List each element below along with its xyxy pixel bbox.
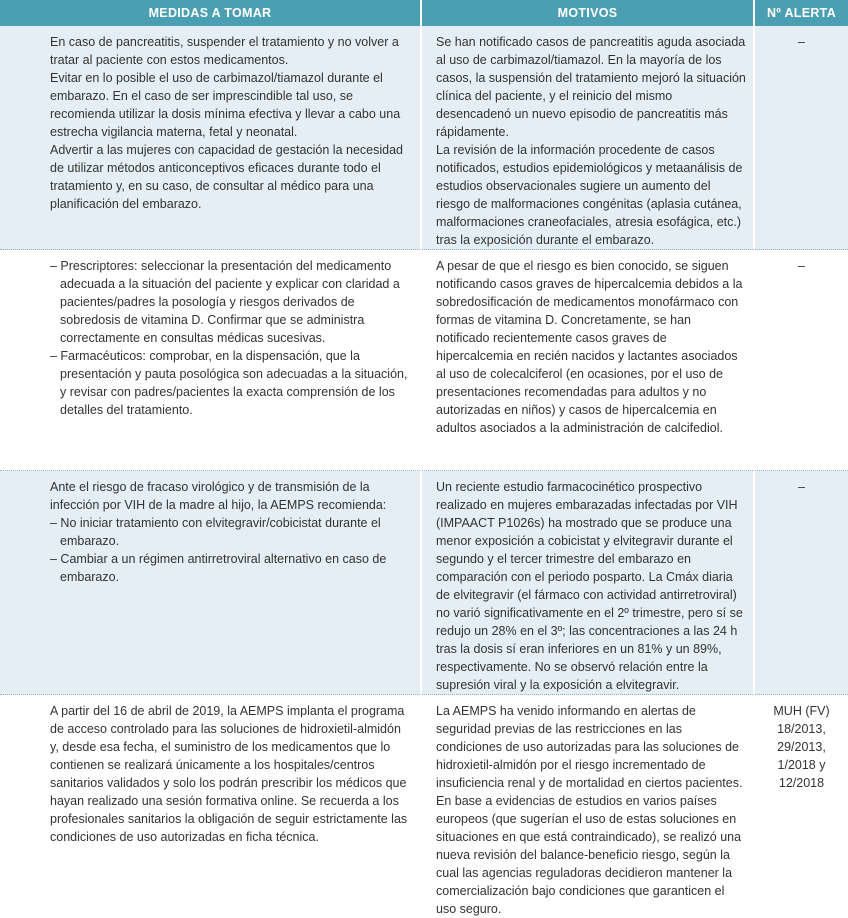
measures-text: Advertir a las mujeres con capacidad de gestación la necesidad de utilizar métodos anticonceptivos eficaces durante todo el tratamiento y, en su caso, de consultar al médico para una planificación del embarazo. — [50, 141, 410, 213]
motives-cell — [421, 471, 754, 695]
header-motives: MOTIVOS — [421, 0, 754, 26]
measures-list-item: – Farmacéuticos: comprobar, en la dispensación, que la presentación y pauta posológica son adecuadas a la situación, y revisar con padres/pacientes la exacta comprensión de los detalles del tratamiento. — [50, 347, 410, 419]
measures-cell — [0, 26, 421, 250]
measures-text: Evitar en lo posible el uso de carbimazol/tiamazol durante el embarazo. En el caso de ser imprescindible tal uso, se recomienda utilizar la dosis mínima efectiva y llevar a cabo una estrecha vigilancia materna, fetal y neonatal. — [50, 69, 410, 141]
alert-number-cell: – — [754, 471, 848, 695]
measures-list-item: – Cambiar a un régimen antirretroviral alternativo en caso de embarazo. — [50, 550, 410, 586]
motives-text: A pesar de que el riesgo es bien conocido, se siguen notificando casos graves de hipercalcemia debidos a la sobredosificación de medicamentos monofármaco con formas de vitamina D. Concretamente, se han notificado recientemente casos graves de hipercalcemia en recién nacidos y lactantes asociados al uso de colecalciferol (en ocasiones, por el uso de presentaciones recomendadas para adultos y no autorizadas en niños) y casos de hipercalcemia en adultos asociados a la administración de calcifediol. — [436, 257, 747, 437]
motives-cell — [421, 695, 754, 918]
table-row — [0, 695, 848, 918]
measures-text: En caso de pancreatitis, suspender el tratamiento y no volver a tratar al paciente con estos medicamentos. — [50, 33, 410, 69]
table-row — [0, 250, 848, 471]
header-measures: MEDIDAS A TOMAR — [0, 0, 421, 26]
alert-number-cell: – — [754, 250, 848, 471]
measures-list-item: – No iniciar tratamiento con elvitegravir/cobicistat durante el embarazo. — [50, 514, 410, 550]
header-row — [0, 0, 848, 26]
measures-cell — [0, 695, 421, 918]
measures-list-item: – Prescriptores: seleccionar la presentación del medicamento adecuada a la situación del paciente y explicar con claridad a pacientes/padres la posología y riesgos derivados de sobredosis de vitamina D. Confirmar que se administra correctamente en consultas médicas sucesivas. — [50, 257, 410, 347]
motives-text: Se han notificado casos de pancreatitis aguda asociada al uso de carbimazol/tiamazol. En la mayoría de los casos, la suspensión del tratamiento mejoró la situación clínica del paciente, y el reinicio del mismo desencadenó un nuevo episodio de pancreatitis más rápidamente. — [436, 33, 747, 141]
measures-text: Ante el riesgo de fracaso virológico y de transmisión de la infección por VIH de la madre al hijo, la AEMPS recomienda: — [50, 478, 410, 514]
alert-number-cell: MUH (FV) 18/2013, 29/2013, 1/2018 y 12/2018 — [754, 695, 848, 918]
table-row — [0, 26, 848, 250]
measures-cell — [0, 250, 421, 471]
alert-number-cell: – — [754, 26, 848, 250]
header-alert-number: Nº ALERTA — [754, 0, 848, 26]
motives-cell — [421, 250, 754, 471]
measures-cell — [0, 471, 421, 695]
motives-text: Un reciente estudio farmacocinético prospectivo realizado en mujeres embarazadas infectadas por VIH (IMPAACT P1026s) ha mostrado que se produce una menor exposición a cobicistat y elvitegravir durante el segundo y el tercer trimestre del embarazo en comparación con el periodo posparto. La Cmáx diaria de elvitegravir (el fármaco con actividad antirretroviral) no varió significativamente en el 2º trimestre, pero sí se redujo un 28% en el 3º; las concentraciones a las 24 h tras la dosis sí eran inferiores en un 81% y un 89%, respectivamente. No se observó relación entre la supresión viral y la exposición a elvitegravir. — [436, 478, 747, 694]
motives-text: La AEMPS ha venido informando en alertas de seguridad previas de las restricciones en las condiciones de uso autorizadas para las soluciones de hidroxietil-almidón por el riesgo incrementado de insuficiencia renal y de mortalidad en ciertos pacientes. En base a evidencias de estudios en varios países europeos (que sugerían el uso de estas soluciones en situaciones en que está contraindicado), se realizó una nueva revisión del balance-beneficio riesgo, según la cual las agencias reguladoras decidieron mantener la comercialización bajo condiciones que garanticen el uso seguro. — [436, 702, 747, 918]
motives-cell — [421, 26, 754, 250]
measures-text: A partir del 16 de abril de 2019, la AEMPS implanta el programa de acceso controlado para las soluciones de hidroxietil-almidón y, desde esa fecha, el suministro de los medicamentos que lo contienen se realizará únicamente a los hospitales/centros sanitarios validados y solo los podrán prescribir los médicos que hayan realizado una sesión formativa online. Se recuerda a los profesionales sanitarios la obligación de seguir estrictamente las condiciones de uso autorizadas en ficha técnica. — [50, 702, 410, 846]
motives-text: La revisión de la información procedente de casos notificados, estudios epidemiológicos y metaanálisis de estudios observacionales sugiere un aumento del riesgo de malformaciones congénitas (aplasia cutánea, malformaciones craneofaciales, atresia esofágica, etc.) tras la exposición durante el embarazo. — [436, 141, 747, 249]
table-row — [0, 471, 848, 695]
